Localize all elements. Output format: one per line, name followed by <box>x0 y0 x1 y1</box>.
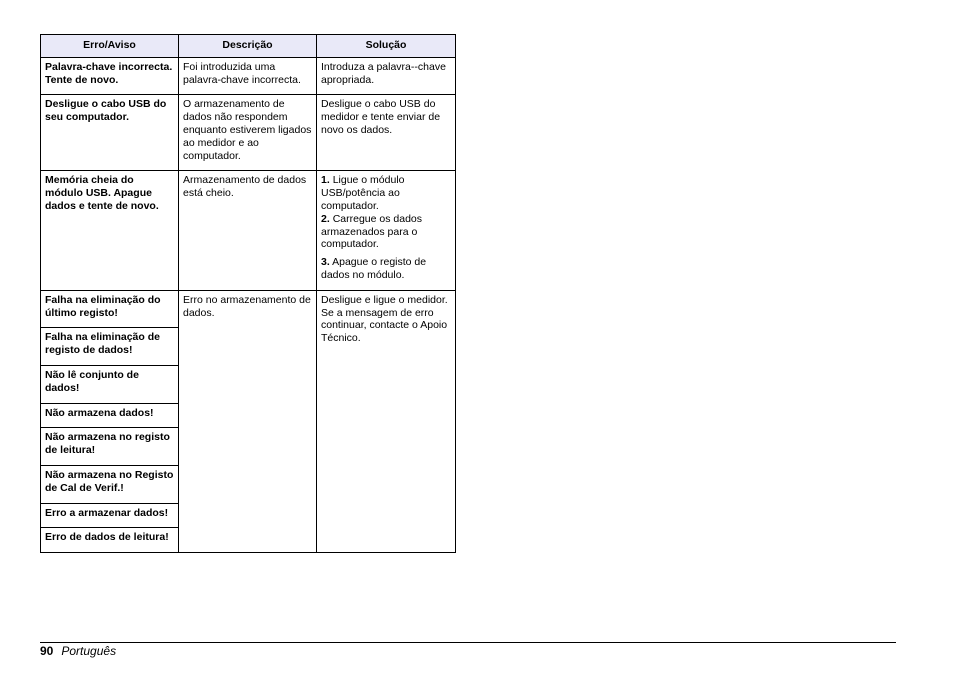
solution-cell <box>317 171 456 290</box>
step-text: Apague o registo de dados no módulo. <box>321 256 427 281</box>
page-footer <box>40 644 116 658</box>
error-cell: Falha na eliminação do último registo! <box>41 290 179 328</box>
error-cell: Falha na eliminação de registo de dados! <box>41 328 179 366</box>
header-description: Descrição <box>179 35 317 58</box>
error-cell: Não armazena dados! <box>41 403 179 428</box>
footer-language: Português <box>61 644 117 658</box>
solution-cell: Desligue o cabo USB do medidor e tente enviar de novo os dados. <box>317 95 456 171</box>
table-header-row <box>41 35 456 58</box>
description-cell: O armazenamento de dados não respondem enquanto estiverem ligados ao medidor e ao computador. <box>179 95 317 171</box>
solution-step <box>321 256 451 282</box>
table-row <box>41 57 456 95</box>
table-row <box>41 290 456 328</box>
error-cell: Erro a armazenar dados! <box>41 503 179 528</box>
solution-cell: Introduza a palavra--chave apropriada. <box>317 57 456 95</box>
error-cell: Desligue o cabo USB do seu computador. <box>41 95 179 171</box>
description-cell: Armazenamento de dados está cheio. <box>179 171 317 290</box>
solution-step <box>321 174 451 212</box>
error-cell: Palavra-chave incorrecta. Tente de novo. <box>41 57 179 95</box>
step-number: 3. <box>321 256 330 269</box>
description-cell: Erro no armazenamento de dados. <box>179 290 317 552</box>
step-text: Carregue os dados armazenados para o computador. <box>321 212 422 251</box>
table-row <box>41 95 456 171</box>
header-error: Erro/Aviso <box>41 35 179 58</box>
description-cell: Foi introduzida uma palavra-chave incorrecta. <box>179 57 317 95</box>
solution-cell: Desligue e ligue o medidor. Se a mensagem de erro continuar, contacte o Apoio Técnico. <box>317 290 456 552</box>
error-cell: Não armazena no registo de leitura! <box>41 428 179 466</box>
solution-step <box>321 213 451 251</box>
step-number: 1. <box>321 174 330 187</box>
error-cell: Não lê conjunto de dados! <box>41 365 179 403</box>
error-table <box>40 34 456 553</box>
step-text: Ligue o módulo USB/potência ao computador. <box>321 174 405 212</box>
error-cell: Erro de dados de leitura! <box>41 528 179 553</box>
header-solution: Solução <box>317 35 456 58</box>
page-number: 90 <box>40 644 54 658</box>
step-number: 2. <box>321 212 330 225</box>
table-row <box>41 171 456 290</box>
footer-divider <box>40 642 896 643</box>
error-cell: Não armazena no Registo de Cal de Verif.! <box>41 465 179 503</box>
error-cell: Memória cheia do módulo USB. Apague dados e tente de novo. <box>41 171 179 290</box>
